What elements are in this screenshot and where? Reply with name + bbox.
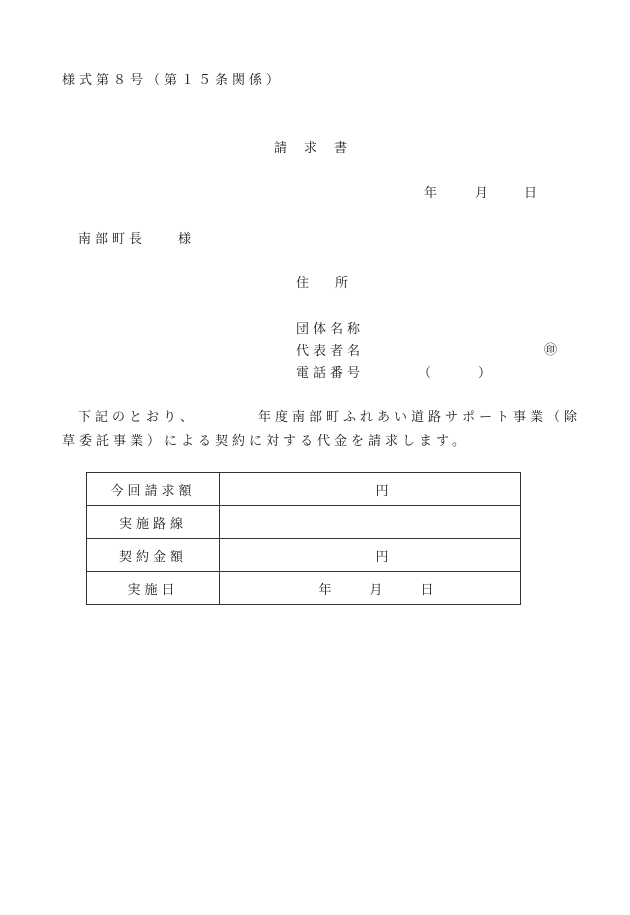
current-billing-amount-field[interactable] [220, 473, 521, 506]
implementation-date-field[interactable] [220, 572, 521, 605]
contract-amount-field[interactable] [220, 539, 521, 572]
yen-unit: 円 [375, 483, 389, 499]
body-line1-start: 下記のとおり、 [78, 410, 198, 425]
form-number-header: 様式第８号（第１５条関係） [62, 73, 284, 88]
table-row [87, 572, 521, 605]
phone-open-paren: （ [418, 366, 432, 381]
impl-day-label: 日 [420, 582, 434, 598]
table-row [87, 473, 521, 506]
implementation-route-label: 実施路線 [87, 506, 220, 539]
addressee-name: 南部町長 [78, 232, 147, 247]
date-day-label: 日 [524, 186, 538, 201]
address-label: 住 所 [296, 276, 349, 291]
document-title: 請 求 書 [274, 141, 350, 156]
invoice-table [86, 472, 521, 605]
phone-number-label: 電話番号 [296, 366, 365, 381]
contract-amount-label: 契約金額 [87, 539, 220, 572]
table-row [87, 539, 521, 572]
body-line2: 草委託事業）による契約に対する代金を請求します。 [62, 434, 469, 449]
table-row [87, 506, 521, 539]
date-month-label: 月 [475, 186, 489, 201]
addressee-honorific: 様 [178, 232, 192, 247]
date-year-label: 年 [424, 186, 438, 201]
organization-name-label: 団体名称 [296, 322, 365, 337]
representative-name-label: 代表者名 [296, 344, 365, 359]
body-line1-end: 年度南部町ふれあい道路サポート事業（除 [258, 410, 582, 425]
current-billing-amount-label: 今回請求額 [87, 473, 220, 506]
seal-mark: ㊞ [544, 343, 558, 358]
impl-year-label: 年 [318, 582, 332, 598]
yen-unit: 円 [375, 549, 389, 565]
phone-close-paren: ） [478, 366, 492, 381]
impl-month-label: 月 [369, 582, 383, 598]
implementation-date-label: 実施日 [87, 572, 220, 605]
implementation-route-field[interactable] [220, 506, 521, 539]
